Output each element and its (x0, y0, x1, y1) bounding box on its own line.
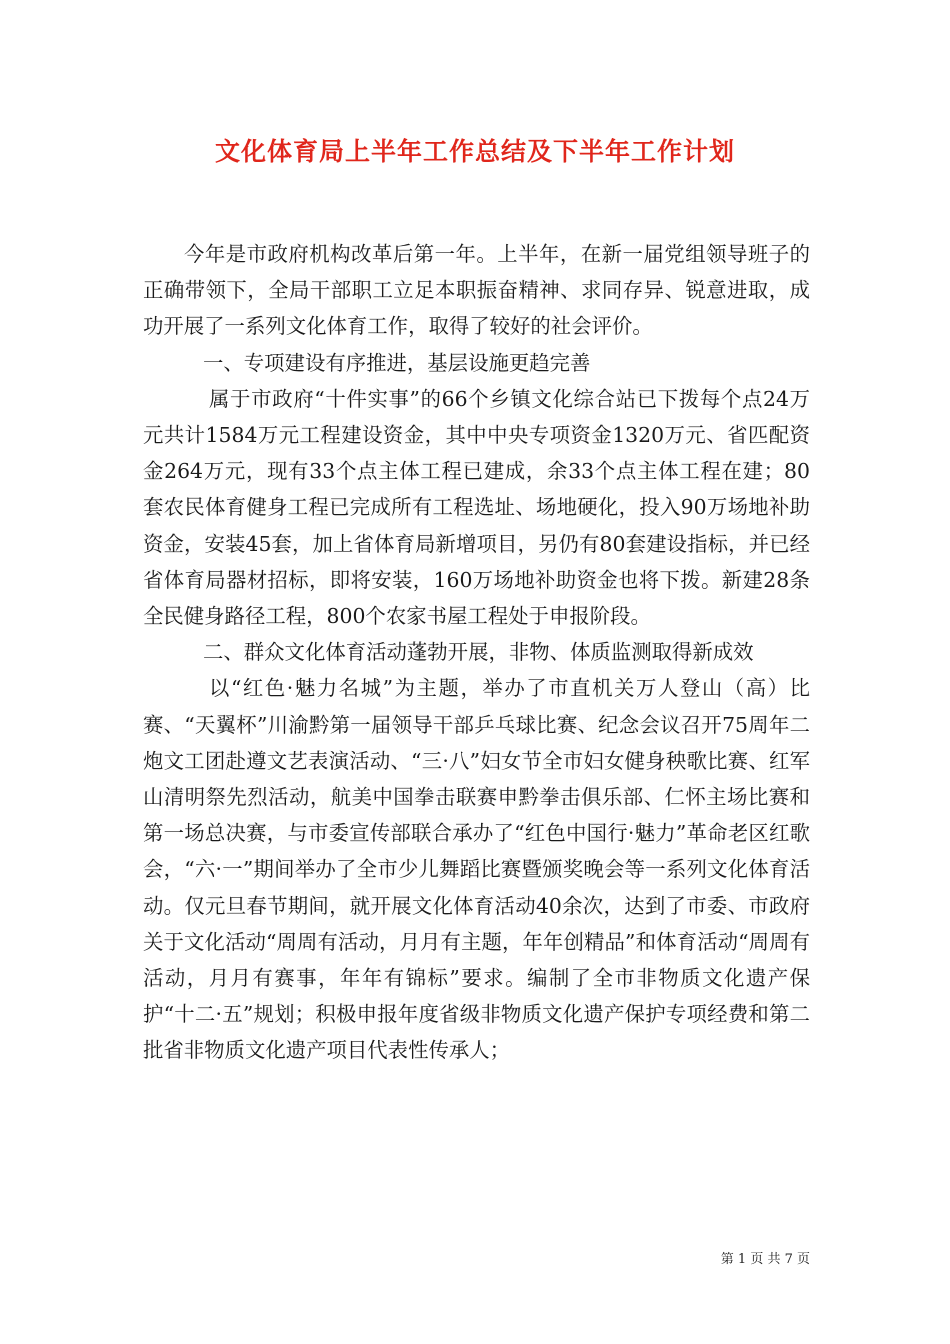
document-body (143, 236, 810, 1069)
document-title: 文化体育局上半年工作总结及下半年工作计划 (214, 137, 735, 166)
section-1-paragraph: 属于市政府“十件实事”的66个乡镇文化综合站已下拨每个点24万元共计1584万元工程建设资金，其中中央专项资金1320万元、省匹配资金264万元，现有33个点主体工程已建成，余33个点主体工程在建；80套农民体育健身工程已完成所有工程选址、场地硬化，投入90万场地补助资金，安装45套，加上省体育局新增项目，另仍有80套建设指标，并已经省体育局器材招标，即将安装，160万场地补助资金也将下拨。新建28条全民健身路径工程，800个农家书屋工程处于申报阶段。 (143, 386, 810, 629)
section-heading-2: 二、群众文化体育活动蓬勃开展，非物、体质监测取得新成效 (203, 640, 754, 665)
page-number-footer: 第 1 页 共 7 页 (720, 1252, 810, 1267)
intro-paragraph: 今年是市政府机构改革后第一年。上半年，在新一届党组领导班子的正确带领下，全局干部职工立足本职振奋精神、求同存异、锐意进取，成功开展了一系列文化体育工作，取得了较好的社会评价。 (143, 242, 810, 339)
section-heading-1: 一、专项建设有序推进，基层设施更趋完善 (203, 350, 591, 375)
section-2-paragraph: 以“红色·魅力名城”为主题，举办了市直机关万人登山（高）比赛、“天翼杯”川渝黔第一届领导干部乒乓球比赛、纪念会议召开75周年二炮文工团赴遵文艺表演活动、“三·八”妇女节全市妇女健身秧歌比赛、红军山清明祭先烈活动，航美中国拳击联赛申黔拳击俱乐部、仁怀主场比赛和第一场总决赛，与市委宣传部联合承办了“红色中国行·魅力”革命老区红歌会，“六·一”期间举办了全市少儿舞蹈比赛暨颁奖晚会等一系列文化体育活动。仅元旦春节期间，就开展文化体育活动40余次，达到了市委、市政府关于文化活动“周周有活动，月月有主题，年年创精品”和体育活动“周周有活动，月月有赛事，年年有锦标”要求。编制了全市非物质文化遗产保护“十二·五”规划；积极申报年度省级非物质文化遗产保护专项经费和第二批省非物质文化遗产项目代表性传承人； (143, 676, 810, 1063)
